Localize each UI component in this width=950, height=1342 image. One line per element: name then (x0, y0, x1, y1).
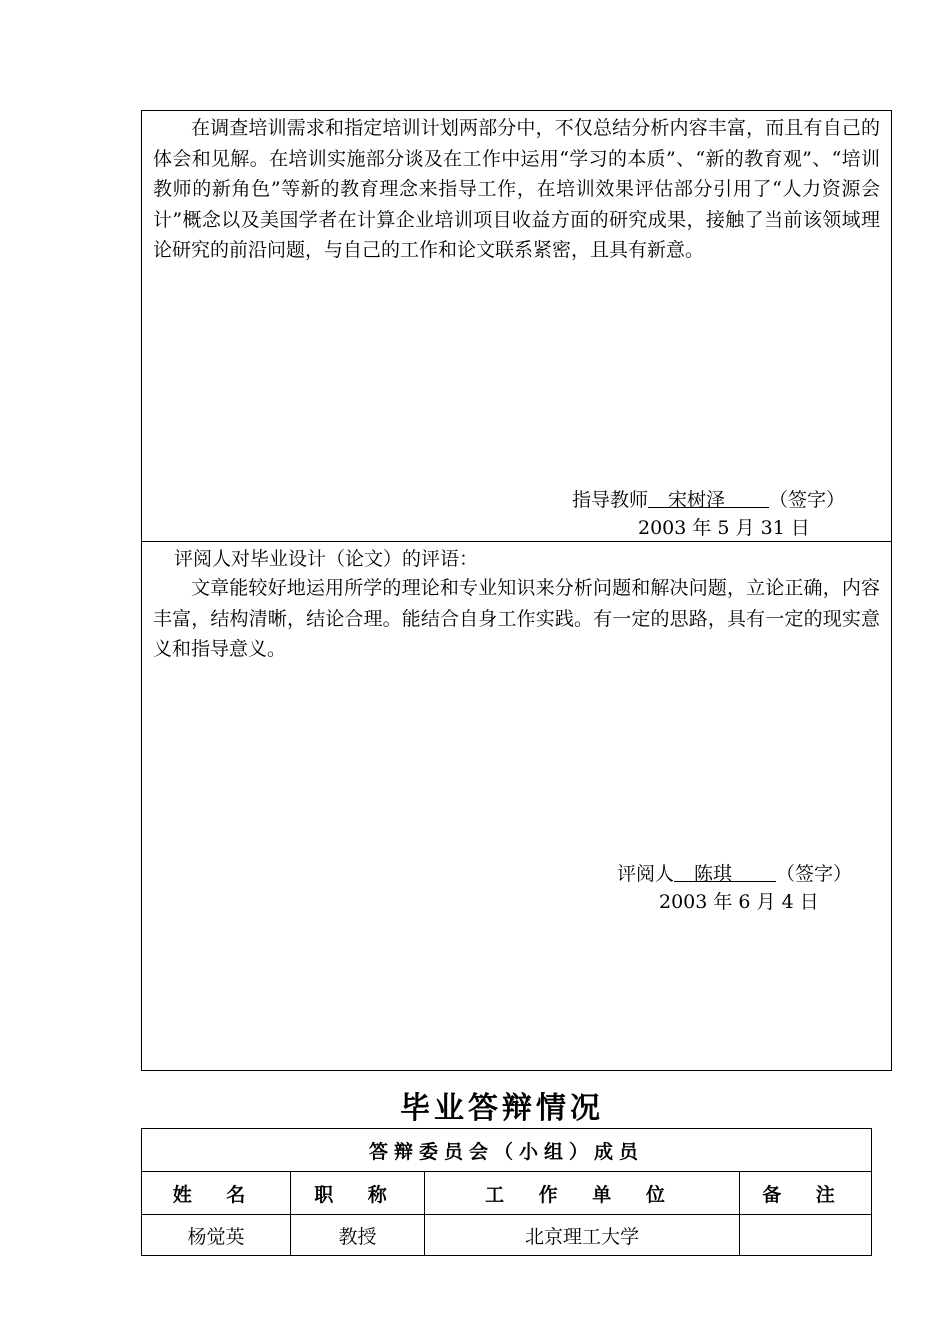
table-row (142, 1215, 872, 1256)
reviewer-signer-name: 陈琪 (694, 863, 733, 885)
advisor-comment-box (141, 110, 892, 542)
member-name: 杨觉英 (142, 1215, 291, 1256)
reviewer-comment-text: 文章能较好地运用所学的理论和专业知识来分析问题和解决问题，立论正确，内容丰富，结构清晰，结论合理。能结合自身工作实践。有一定的思路，具有一定的现实意义和指导意义。 (153, 577, 880, 660)
advisor-signer-name: 宋树泽 (668, 489, 726, 511)
reviewer-sign-note: （签字） (776, 863, 853, 885)
column-header-name: 姓 名 (142, 1172, 291, 1215)
committee-table (141, 1128, 872, 1256)
advisor-sign-note: （签字） (769, 489, 846, 511)
reviewer-signer-label: 评阅人 (617, 863, 675, 885)
reviewer-comment-box (141, 541, 892, 1071)
member-organization: 北京理工大学 (425, 1215, 740, 1256)
member-title: 教授 (291, 1215, 425, 1256)
column-header-organization: 工 作 单 位 (425, 1172, 740, 1215)
column-header-remarks: 备 注 (740, 1172, 872, 1215)
reviewer-signature-line (617, 861, 852, 887)
advisor-comment-text: 在调查培训需求和指定培训计划两部分中，不仅总结分析内容丰富，而且有自己的体会和见解。在培训实施部分谈及在工作中运用“学习的本质”、“新的教育观”、“培训教师的新角色”等新的教育理念来指导工作，在培训效果评估部分引用了“人力资源会计”概念以及美国学者在计算企业培训项目收益方面的研究成果，接触了当前该领域理论研究的前沿问题，与自己的工作和论文联系紧密，且具有新意。 (153, 117, 880, 261)
committee-table-title: 答辩委员会（小组）成员 (142, 1129, 872, 1172)
defense-title: 毕业答辩情况 (400, 1091, 604, 1126)
member-remarks (740, 1215, 872, 1256)
advisor-date: 2003 年 5 月 31 日 (638, 517, 810, 539)
reviewer-date: 2003 年 6 月 4 日 (659, 891, 819, 913)
committee-title-row (142, 1129, 872, 1172)
committee-header-row (142, 1172, 872, 1215)
advisor-signer-label: 指导教师 (572, 489, 649, 511)
column-header-title: 职 称 (291, 1172, 425, 1215)
reviewer-heading: 评阅人对毕业设计（论文）的评语： (174, 548, 479, 570)
advisor-signature-line (572, 487, 845, 513)
